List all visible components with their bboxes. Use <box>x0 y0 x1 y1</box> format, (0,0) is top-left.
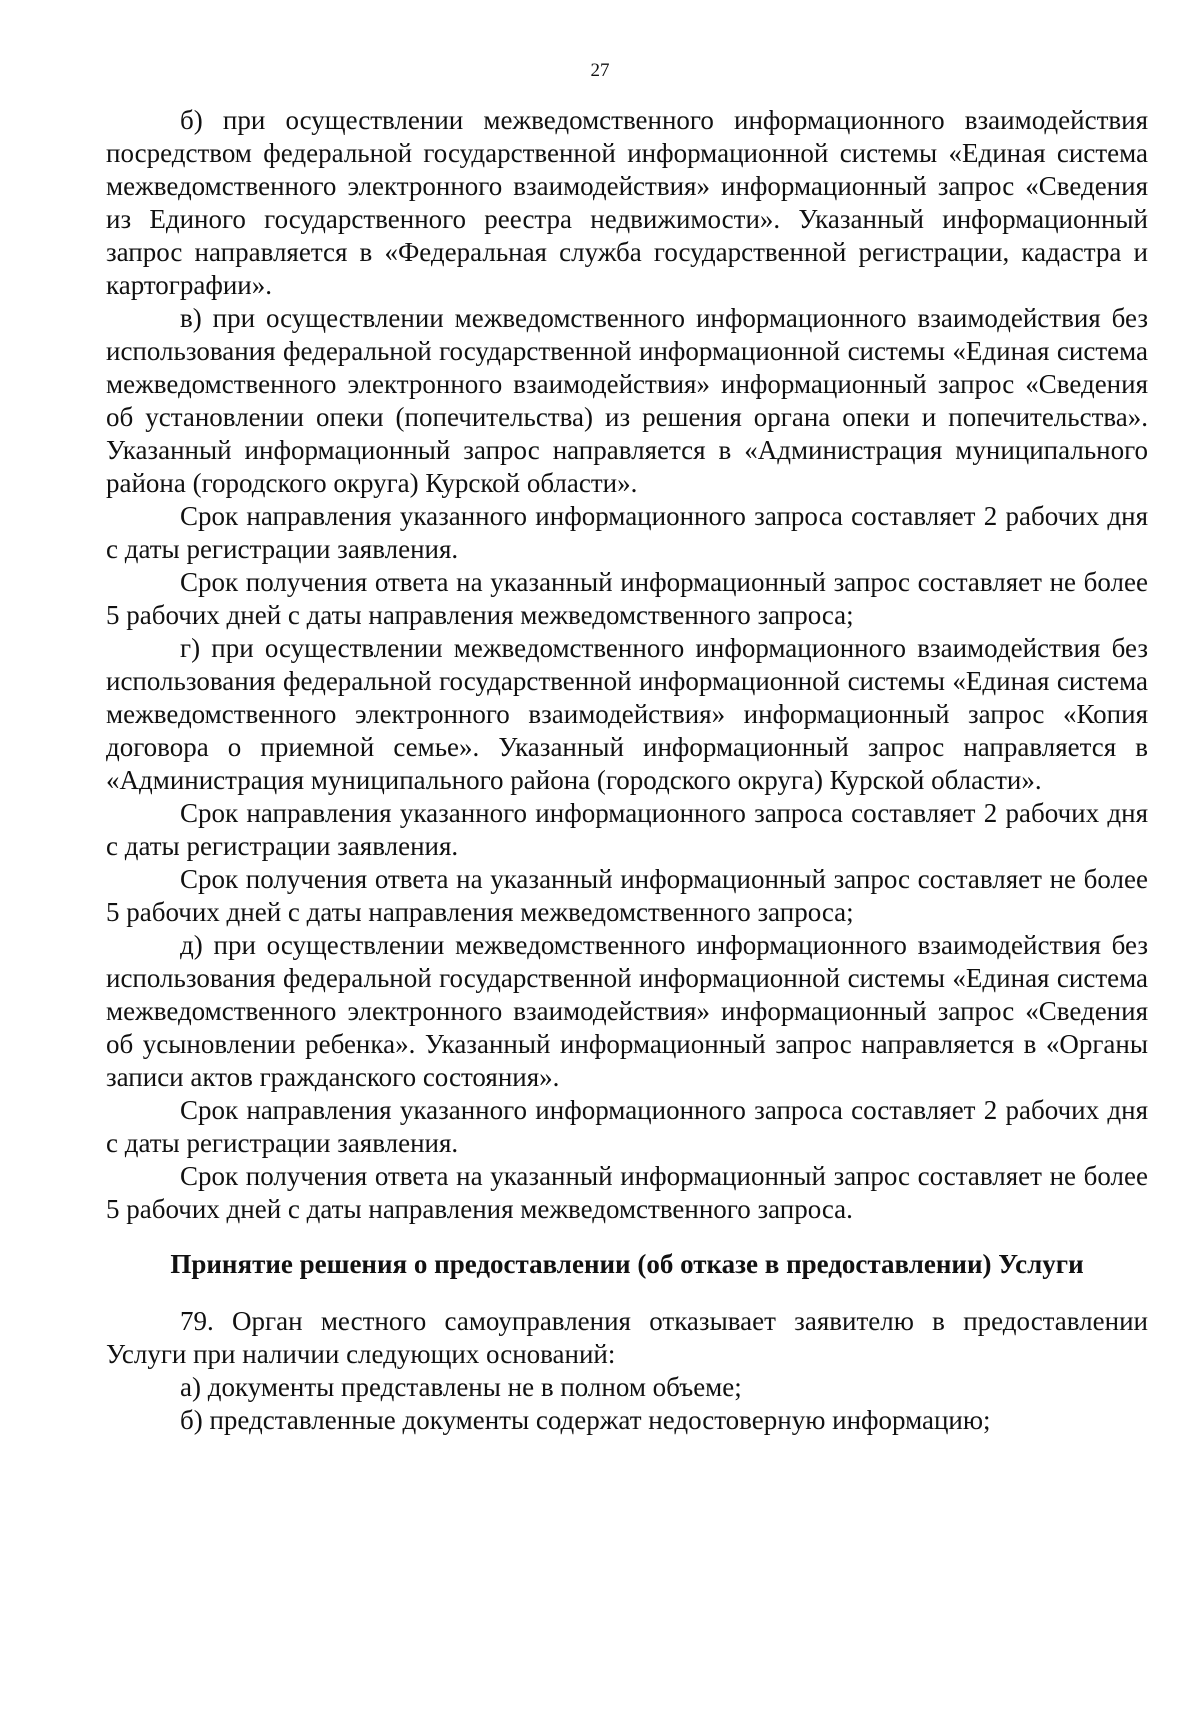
paragraph-item-v: в) при осуществлении межведомственного информационного взаимодействия без использования федеральной государственной информационной системы «Единая система межведомственного электронного взаимодействия» информационный запрос «Сведения об установлении опеки (попечительства) из решения органа опеки и попечительства». Указанный информационный запрос направляется в «Администрация муниципального района (городского округа) Курской области». <box>106 303 1148 498</box>
page-number: 27 <box>590 60 610 81</box>
paragraph-refusal-reason-b: б) представленные документы содержат недостоверную информацию; <box>180 1405 991 1435</box>
document-body <box>106 104 1148 1437</box>
paragraph-send-deadline: Срок направления указанного информационного запроса составляет 2 рабочих дня с даты регистрации заявления. <box>106 798 1148 861</box>
paragraph-response-deadline: Срок получения ответа на указанный информационный запрос составляет не более 5 рабочих дней с даты направления межведомственного запроса. <box>106 1161 1148 1224</box>
paragraph-response-deadline: Срок получения ответа на указанный информационный запрос составляет не более 5 рабочих дней с даты направления межведомственного запроса; <box>106 864 1148 927</box>
section-heading: Принятие решения о предоставлении (об отказе в предоставлении) Услуги <box>170 1249 1084 1279</box>
paragraph-item-d: д) при осуществлении межведомственного информационного взаимодействия без использования федеральной государственной информационной системы «Единая система межведомственного электронного взаимодействия» информационный запрос «Сведения об усыновлении ребенка». Указанный информационный запрос направляется в «Органы записи актов гражданского состояния». <box>106 930 1148 1092</box>
paragraph-item-b: б) при осуществлении межведомственного информационного взаимодействия посредством федеральной государственной информационной системы «Единая система межведомственного электронного взаимодействия» информационный запрос «Сведения из Единого государственного реестра недвижимости». Указанный информационный запрос направляется в «Федеральная служба государственной регистрации, кадастра и картографии». <box>106 105 1148 300</box>
paragraph-item-g: г) при осуществлении межведомственного информационного взаимодействия без использования федеральной государственной информационной системы «Единая система межведомственного электронного взаимодействия» информационный запрос «Копия договора о приемной семье». Указанный информационный запрос направляется в «Администрация муниципального района (городского округа) Курской области». <box>106 633 1148 795</box>
paragraph-send-deadline: Срок направления указанного информационного запроса составляет 2 рабочих дня с даты регистрации заявления. <box>106 1095 1148 1158</box>
paragraph-send-deadline: Срок направления указанного информационного запроса составляет 2 рабочих дня с даты регистрации заявления. <box>106 501 1148 564</box>
paragraph-clause-79: 79. Орган местного самоуправления отказывает заявителю в предоставлении Услуги при наличии следующих оснований: <box>106 1306 1148 1369</box>
paragraph-response-deadline: Срок получения ответа на указанный информационный запрос составляет не более 5 рабочих дней с даты направления межведомственного запроса; <box>106 567 1148 630</box>
paragraph-refusal-reason-a: а) документы представлены не в полном объеме; <box>180 1372 742 1402</box>
